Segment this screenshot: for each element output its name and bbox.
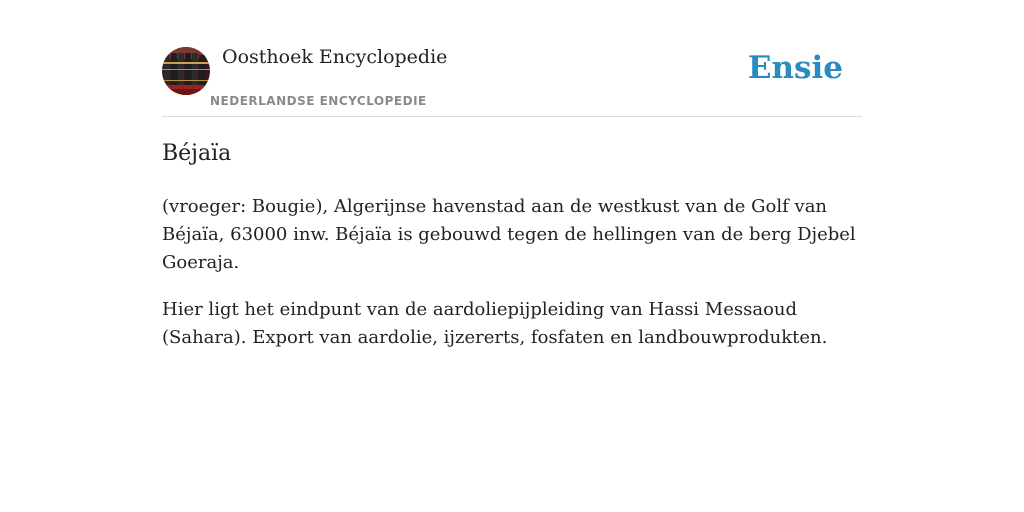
site-header (162, 0, 862, 117)
article-paragraph: (vroeger: Bougie), Algerijnse havenstad aan de westkust van de Golf van Béjaïa, 63000 inw. Béjaïa is gebouwd tegen de hellingen van de berg Djebel Goeraja. (162, 196, 856, 273)
article-title: Béjaïa (162, 141, 232, 166)
article-body (162, 193, 862, 371)
ensie-logo-link[interactable]: Ensie (747, 50, 843, 86)
page-container (162, 0, 862, 348)
encyclopedia-books-icon[interactable] (162, 47, 210, 95)
site-subtitle: NEDERLANDSE ENCYCLOPEDIE (210, 94, 427, 108)
article-paragraph: Hier ligt het eindpunt van de aardoliepijpleiding van Hassi Messaoud (Sahara). Export van aardolie, ijzererts, fosfaten en landbouwprodukten. (162, 299, 828, 348)
site-title[interactable]: Oosthoek Encyclopedie (222, 46, 448, 68)
